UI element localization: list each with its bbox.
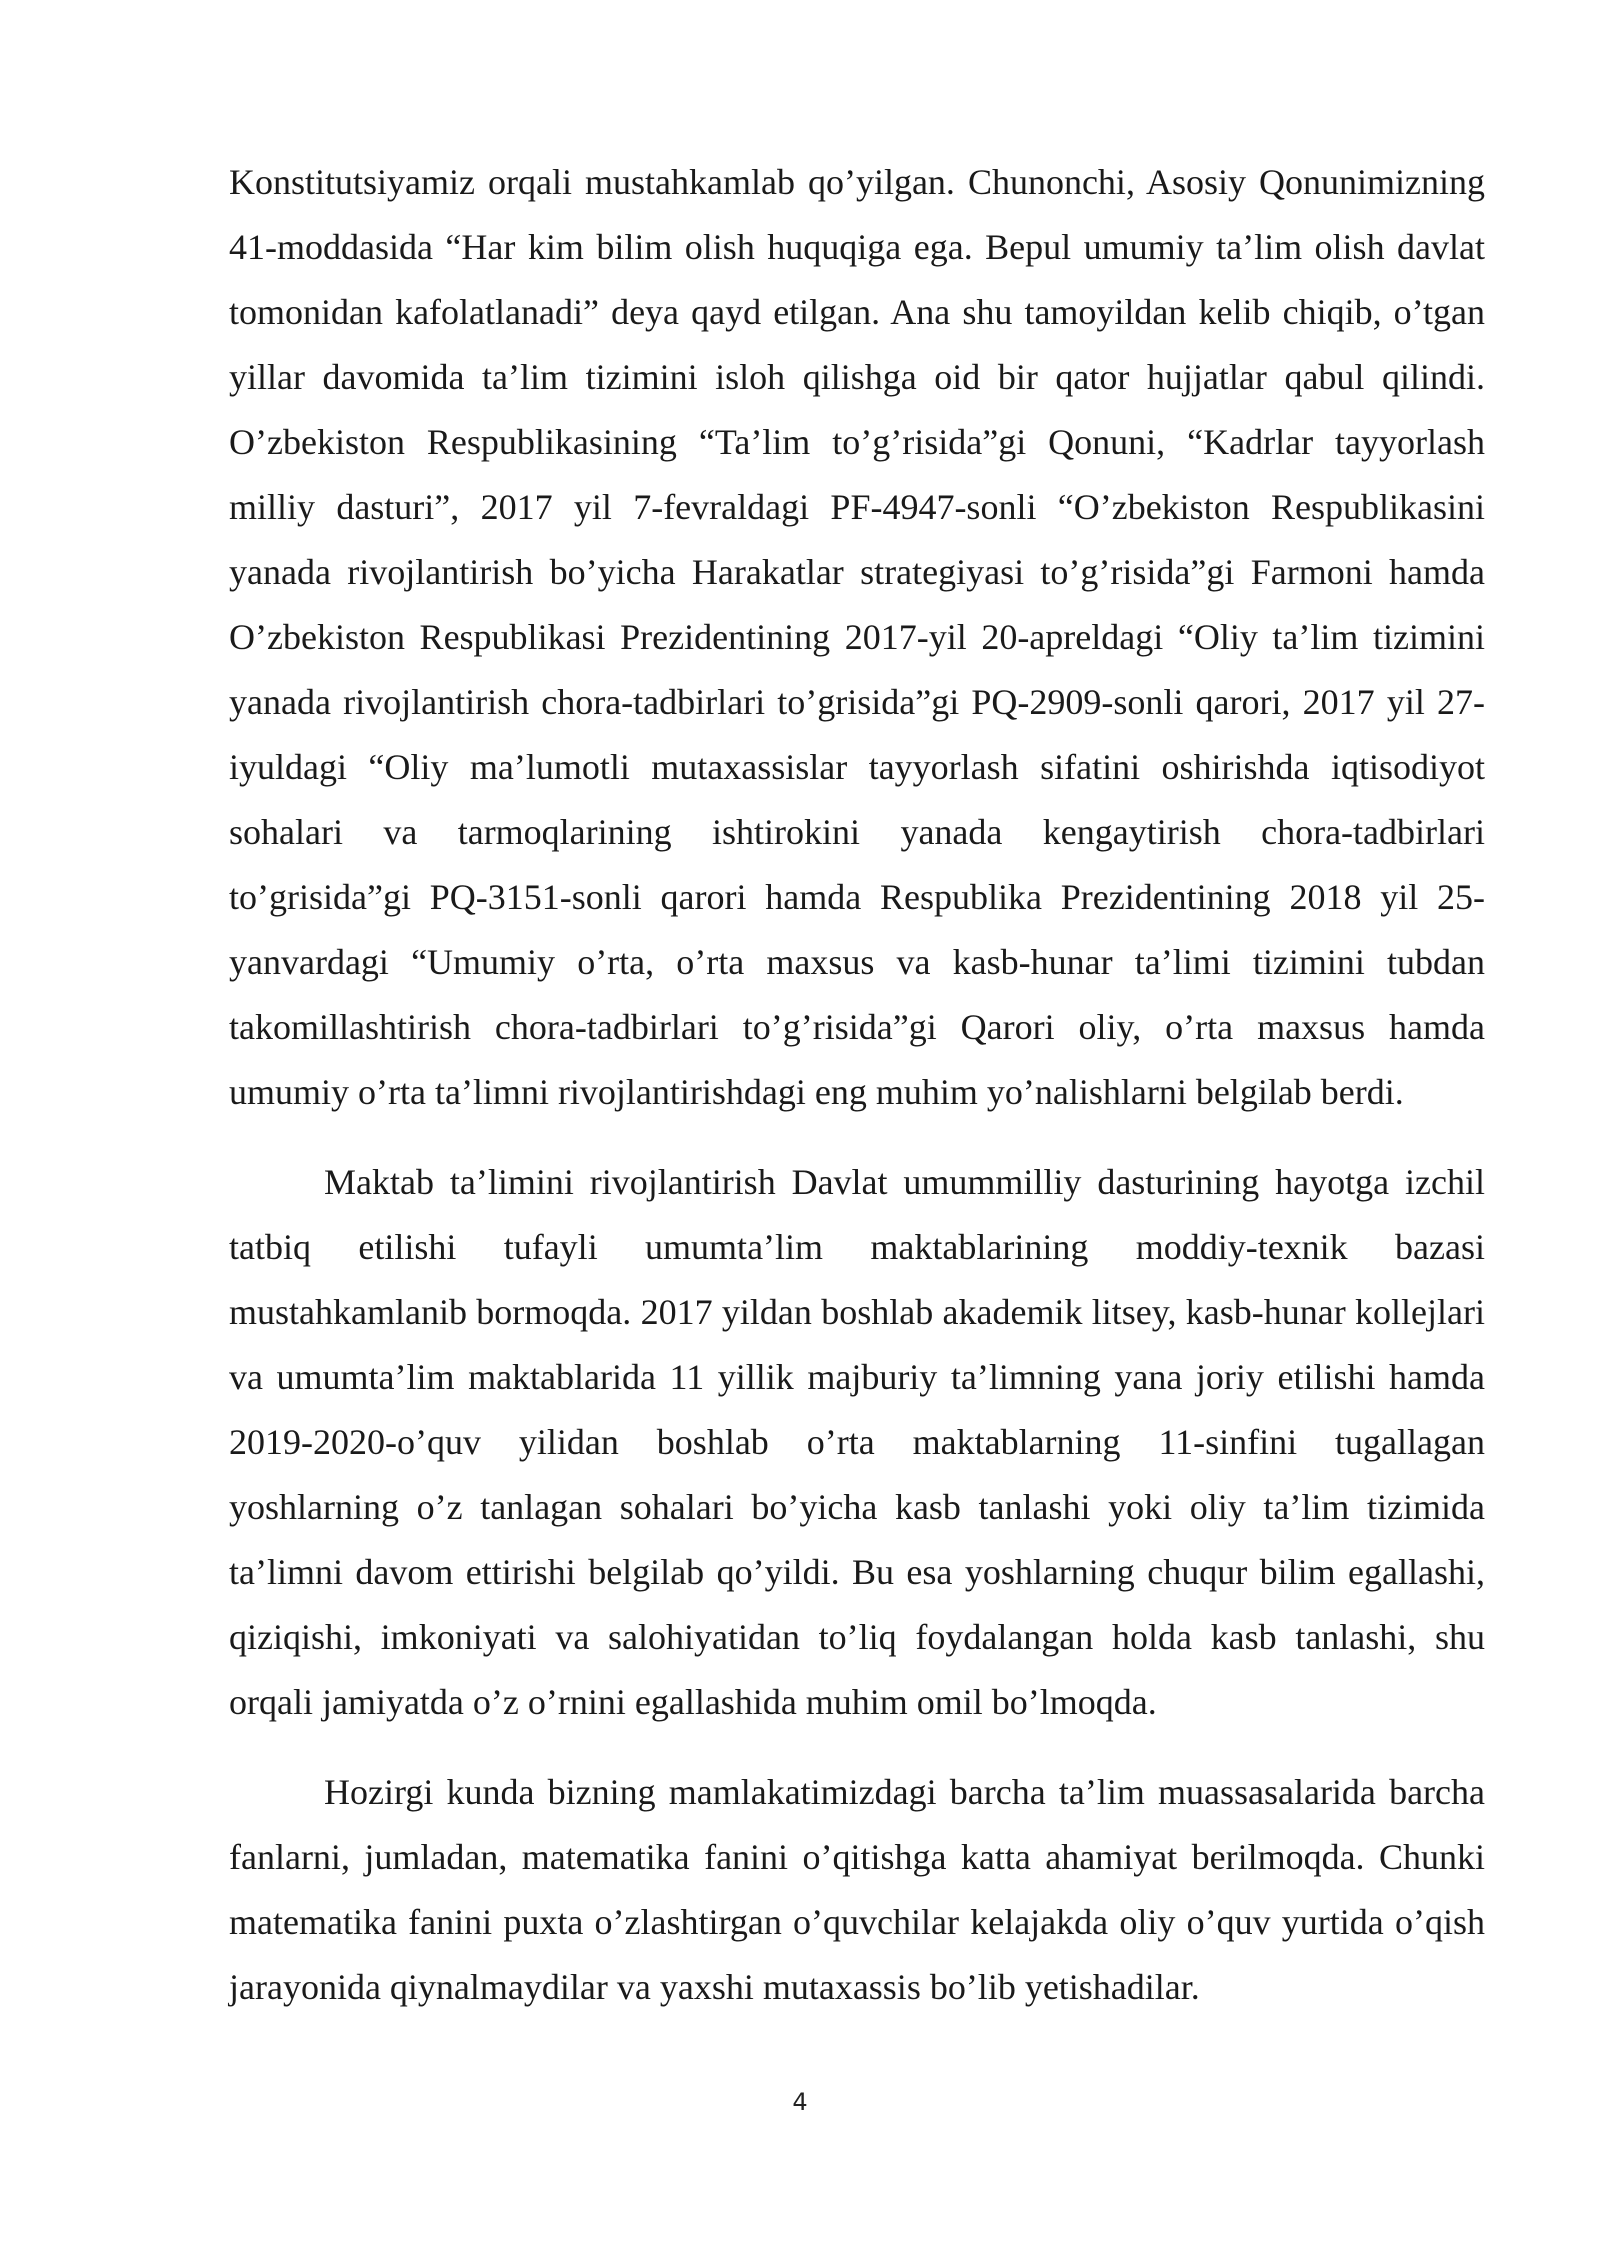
document-body bbox=[229, 150, 1485, 2020]
paragraph-1: Konstitutsiyamiz orqali mustahkamlab qo’yilgan. Chunonchi, Asosiy Qonunimizning 41-moddasida “Har kim bilim olish huquqiga ega. Bepul umumiy ta’lim olish davlat tomonidan kafolatlanadi” deya qayd etilgan. Ana shu tamoyildan kelib chiqib, o’tgan yillar davomida ta’lim tizimini isloh qilishga oid bir qator hujjatlar qabul qilindi. O’zbekiston Respublikasining “Ta’lim to’g’risida”gi Qonuni, “Kadrlar tayyorlash milliy dasturi”, 2017 yil 7-fevraldagi PF-4947-sonli “O’zbekiston Respublikasini yanada rivojlantirish bo’yicha Harakatlar strategiyasi to’g’risida”gi Farmoni hamda O’zbekiston Respublikasi Prezidentining 2017-yil 20-apreldagi “Oliy ta’lim tizimini yanada rivojlantirish chora-tadbirlari to’grisida”gi PQ-2909-sonli qarori, 2017 yil 27-iyuldagi “Oliy ma’lumotli mutaxassislar tayyorlash sifatini oshirishda iqtisodiyot sohalari va tarmoqlarining ishtirokini yanada kengaytirish chora-tadbirlari to’grisida”gi PQ-3151-sonli qarori hamda Respublika Prezidentining 2018 yil 25-yanvardagi “Umumiy o’rta, o’rta maxsus va kasb-hunar ta’limi tizimini tubdan takomillashtirish chora-tadbirlari to’g’risida”gi Qarori oliy, o’rta maxsus hamda umumiy o’rta ta’limni rivojlantirishdagi eng muhim yo’nalishlarni belgilab berdi. bbox=[229, 162, 1485, 1112]
page-number: 4 bbox=[792, 2088, 808, 2116]
paragraph-2: Maktab ta’limini rivojlantirish Davlat umummilliy dasturining hayotga izchil tatbiq etilishi tufayli umumta’lim maktablarining moddiy-texnik bazasi mustahkamlanib bormoqda. 2017 yildan boshlab akademik litsey, kasb-hunar kollejlari va umumta’lim maktablarida 11 yillik majburiy ta’limning yana joriy etilishi hamda 2019-2020-o’quv yilidan boshlab o’rta maktablarning 11-sinfini tugallagan yoshlarning o’z tanlagan sohalari bo’yicha kasb tanlashi yoki oliy ta’lim tizimida ta’limni davom ettirishi belgilab qo’yildi. Bu esa yoshlarning chuqur bilim egallashi, qiziqishi, imkoniyati va salohiyatidan to’liq foydalangan holda kasb tanlashi, shu orqali jamiyatda o’z o’rnini egallashida muhim omil bo’lmoqda. bbox=[229, 1162, 1485, 1722]
paragraph-3: Hozirgi kunda bizning mamlakatimizdagi barcha ta’lim muassasalarida barcha fanlarni, jumladan, matematika fanini o’qitishga katta ahamiyat berilmoqda. Chunki matematika fanini puxta o’zlashtirgan o’quvchilar kelajakda oliy o’quv yurtida o’qish jarayonida qiynalmaydilar va yaxshi mutaxassis bo’lib yetishadilar. bbox=[229, 1772, 1485, 2007]
